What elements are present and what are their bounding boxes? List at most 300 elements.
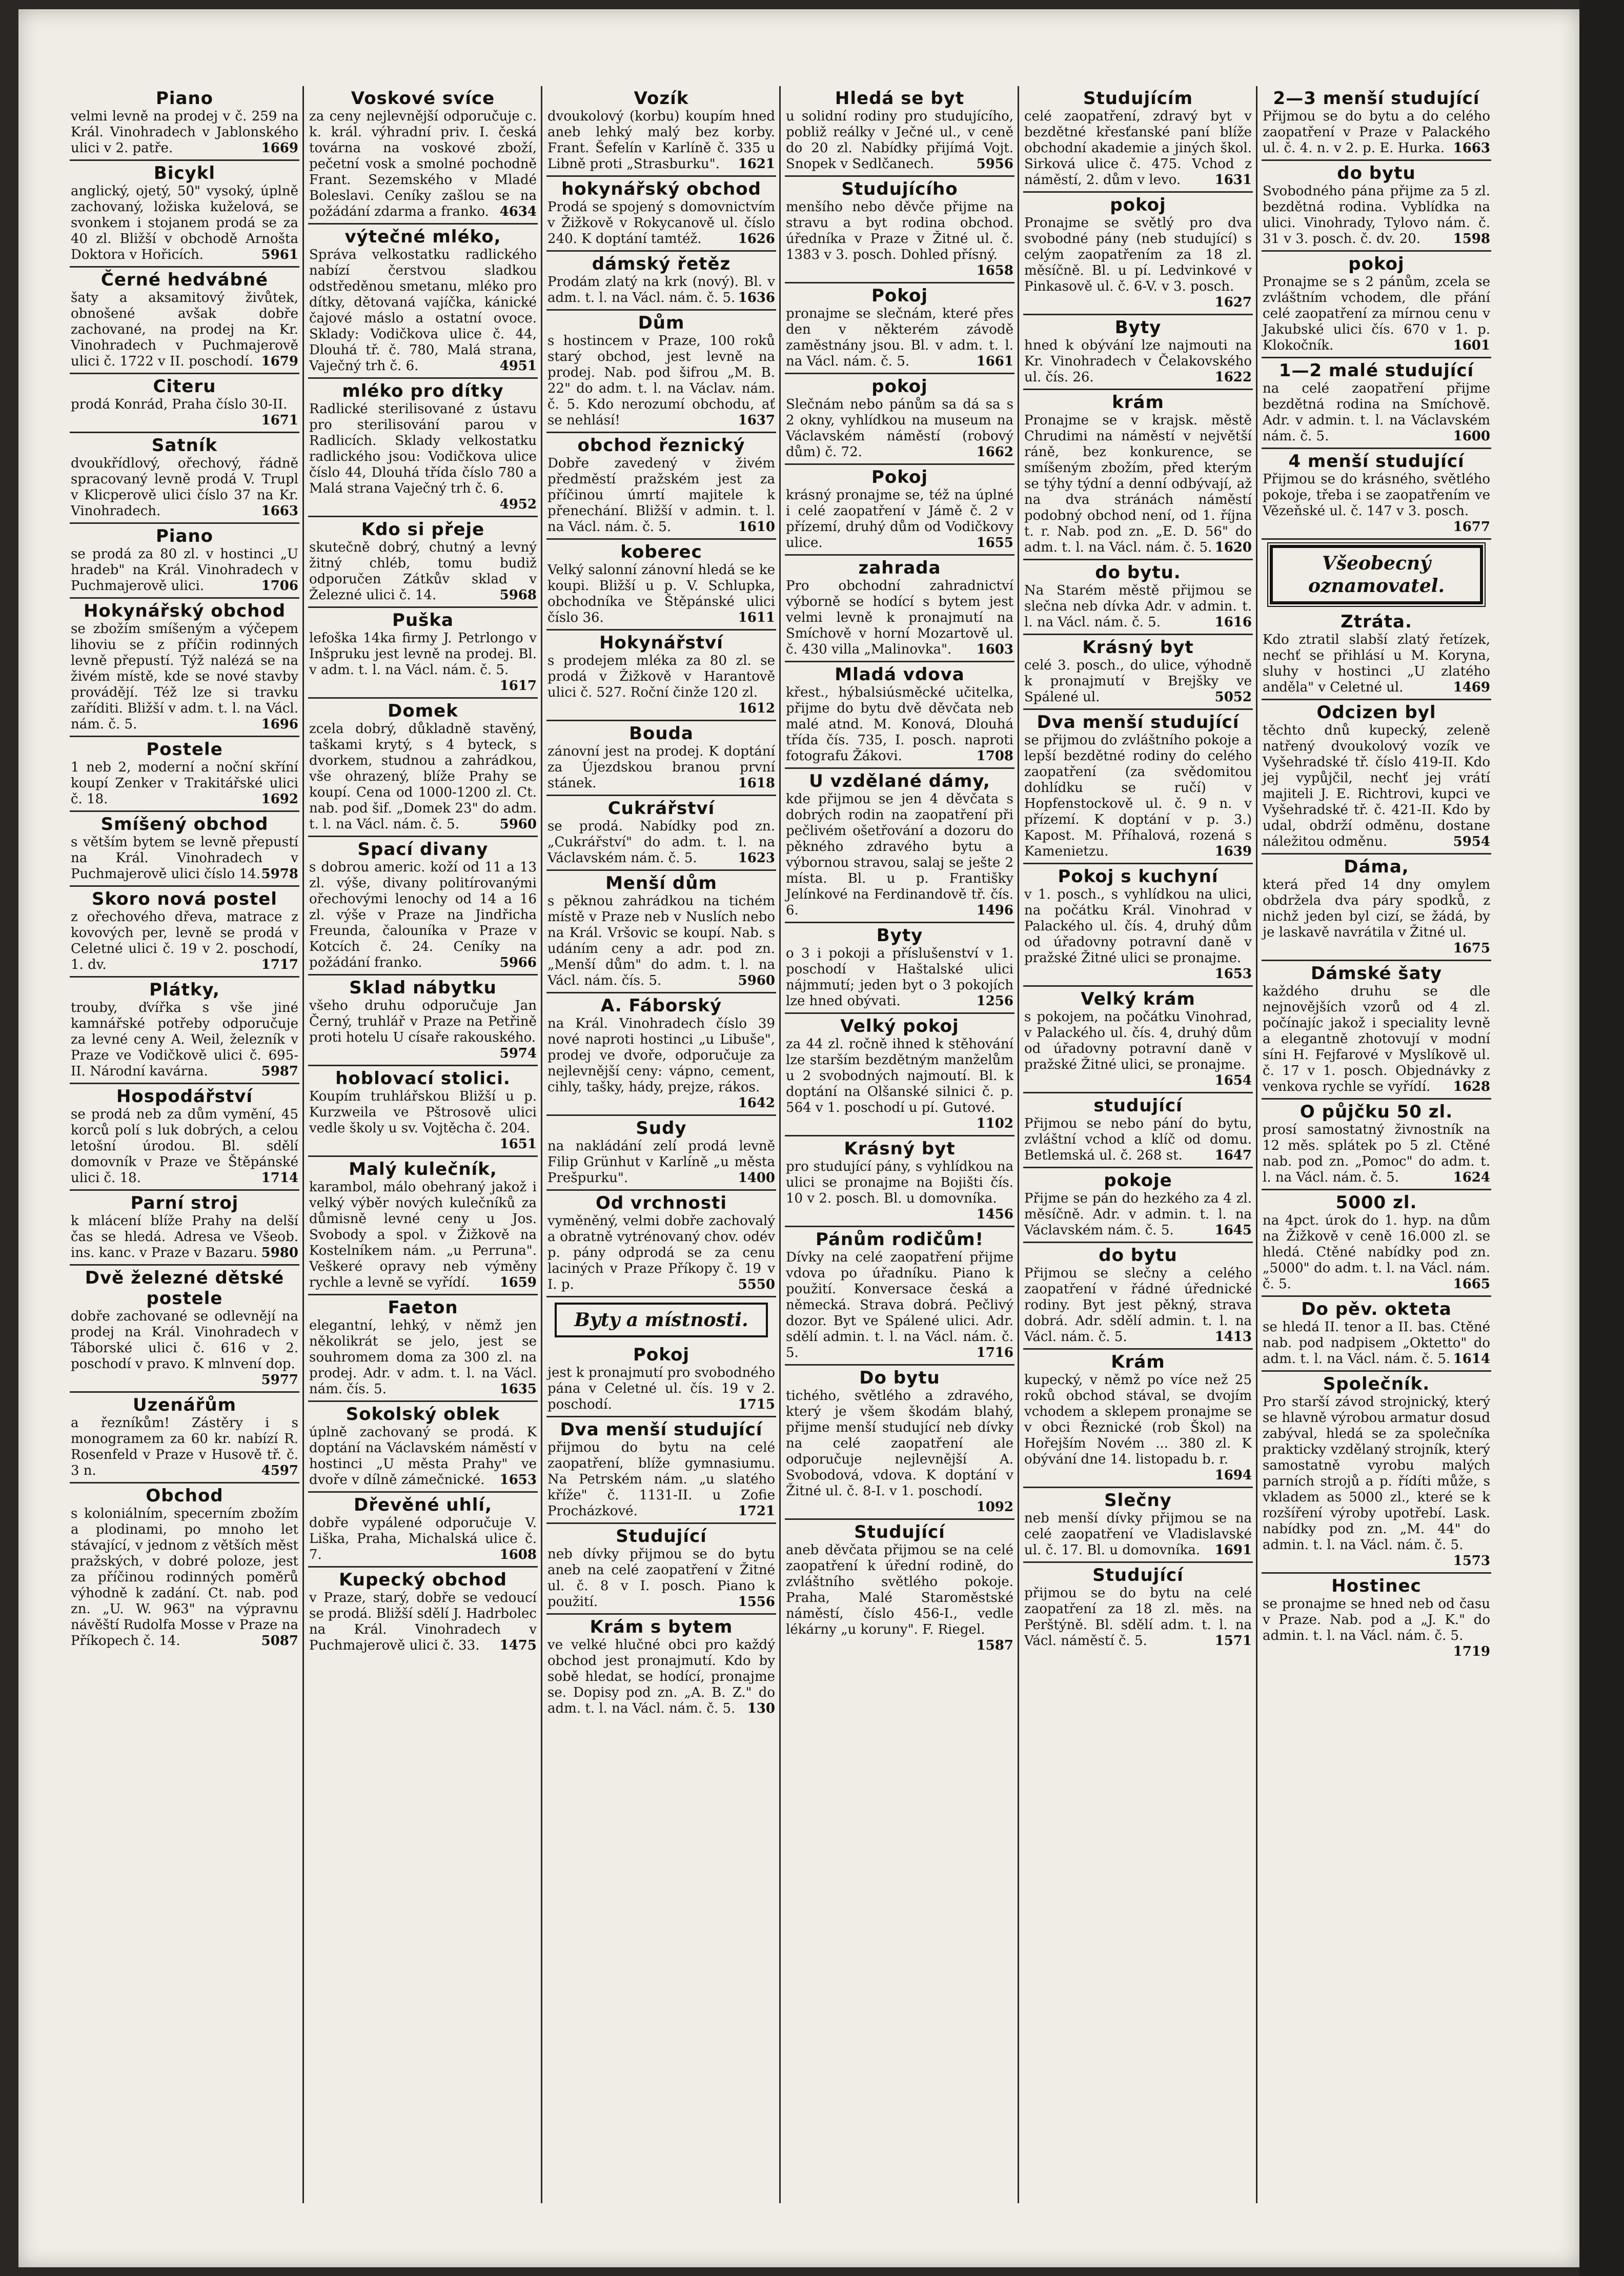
classified-ad bbox=[1262, 855, 1491, 961]
classified-ad bbox=[546, 796, 776, 871]
ad-number: 1621 bbox=[738, 156, 775, 172]
ad-number: 1623 bbox=[738, 850, 775, 866]
ad-heading: 1—2 malé studující bbox=[1278, 360, 1474, 381]
ad-text: Pro starší závod strojnický, který se hlavně výrobou armatur dosud zabýval, hledá se za společníka prakticky vzdělaný strojník, který samostatně vyrobu malých parních strojů a p. řídíti může, s vkladem as 5000 zl., které se k rozšíření výroby upotřebí. Lask. nabídky pod zn. „M. 44" do admin. t. l. na Václ. nám. č. 5. bbox=[1263, 1394, 1490, 1553]
ad-number: 1642 bbox=[738, 1095, 775, 1111]
ad-text: úplně zachovaný se prodá. K doptání na Václavském náměstí v hostinci „U města Prahy" ve dvoře v dílně zámečnické. bbox=[309, 1425, 537, 1488]
ad-number: 1600 bbox=[1453, 429, 1490, 444]
classified-ad bbox=[1262, 609, 1491, 700]
ad-heading: Dřevěné uhlí, bbox=[353, 1495, 492, 1515]
ad-number: 4951 bbox=[499, 358, 537, 374]
ad-heading: Byty bbox=[876, 925, 923, 946]
ad-number: 1620 bbox=[1214, 540, 1252, 555]
classified-ad bbox=[785, 662, 1014, 769]
classified-ad bbox=[785, 465, 1014, 556]
classified-ad bbox=[1023, 635, 1253, 710]
classified-ad bbox=[70, 1191, 299, 1266]
ad-heading: Piano bbox=[155, 526, 214, 546]
ad-number: 1611 bbox=[738, 610, 775, 625]
classified-ad bbox=[70, 433, 299, 524]
ad-text: na 4pct. úrok do 1. hyp. na dům na Žižkově v ceně 16.000 zl. se hledá. Ctěné nabídky pod zn. „5000" do adm. t. l. na Václ. nám. č. 5. bbox=[1263, 1213, 1490, 1292]
classified-ad bbox=[785, 1136, 1014, 1227]
ad-heading: 4 menší studující bbox=[1288, 451, 1465, 472]
ad-heading: Domek bbox=[388, 701, 458, 721]
ad-number: 1618 bbox=[738, 776, 775, 791]
ad-heading: Pokoj bbox=[633, 1345, 689, 1365]
ad-text: hned k obývání lze najmouti na Kr. Vinohradech v Čelakovského ul. čís. 26. bbox=[1024, 338, 1252, 385]
ad-heading: do bytu bbox=[1099, 1245, 1178, 1266]
ad-text: anglický, ojetý, 50" vysoký, úplně zachovaný, ložiska kuželová, se svonkem i stojanem prodá se za 40 zl. Bližší v obchodě Arnošta Doktora v Hořicích. bbox=[71, 184, 298, 262]
ad-text: která před 14 dny omylem obdržela dva páry spodků, z nichž jeden byl cizí, se žádá, by je laskavě navrátila v Žitné ul. bbox=[1263, 877, 1490, 940]
ad-heading: do bytu bbox=[1337, 163, 1416, 184]
classified-ad bbox=[1023, 1350, 1253, 1488]
ad-heading: Do pěv. okteta bbox=[1301, 1299, 1452, 1319]
classified-ad bbox=[1262, 86, 1491, 161]
classified-ad bbox=[308, 1402, 538, 1493]
ad-heading: Uzenářům bbox=[132, 1395, 236, 1415]
ad-text: Přijmou se do krásného, světlého pokoje, třeba i se zaopatřením ve Vězeňské ul. č. 147 v 3. posch. bbox=[1263, 472, 1490, 519]
ad-text: prodá Konrád, Praha číslo 30-II. bbox=[71, 397, 288, 412]
ad-number: 1677 bbox=[1453, 519, 1490, 535]
ad-heading: Hledá se byt bbox=[835, 88, 965, 109]
ad-heading: Dům bbox=[638, 313, 685, 333]
ad-heading: Dvě železné dětské postele bbox=[85, 1268, 285, 1309]
ad-heading: 5000 zl. bbox=[1335, 1192, 1417, 1213]
ad-number: 4597 bbox=[261, 1463, 298, 1478]
ad-text: karambol, málo obehraný jakož i velký výběr nových kulečníků za důmisně levné ceny u Jos. Svobody a spol. v Žižkově na Kostelníkem nám. „u Perruna". Veškeré opravy neb výměny rychle a levně se vyřídí. bbox=[309, 1180, 537, 1290]
ad-number: 1256 bbox=[976, 993, 1013, 1009]
ad-text: skutečně dobrý, chutný a levný žitný chléb, tomu budiž odporučen Zátkův sklad v Železné ulici č. 14. bbox=[309, 540, 537, 603]
ad-heading: hokynářský obchod bbox=[561, 179, 761, 199]
ad-heading: Kdo si přeje bbox=[361, 519, 485, 540]
ad-text: Slečnám nebo pánům sa dá sa s 2 okny, vyhlídkou na museum na Václavském náměstí (robový dům) č. 72. bbox=[786, 397, 1013, 460]
ad-number: 1675 bbox=[1453, 941, 1490, 956]
ad-heading: Sokolský oblek bbox=[346, 1404, 500, 1425]
classified-ad bbox=[70, 374, 299, 433]
ad-text: dobře zachované se odlevnějí na prodej na Král. Vinohradech v Táborské ulici č. 616 v 2. poschodí v pravo. K mlnvení dop. bbox=[71, 1309, 298, 1372]
ad-text: z ořechového dřeva, matrace z kovových per, levně se prodá v Celetné ulici č. 19 v 2. poschodí, 1. dv. bbox=[71, 909, 298, 972]
ad-text: elegantní, lehký, v němž jen několikrát se jelo, jest se souhromem doma za 300 zl. na prodej. Adr. v adm. t. l. na Václ. nám. čís. 5. bbox=[309, 1318, 537, 1397]
ad-heading: pokoje bbox=[1104, 1170, 1172, 1191]
ad-heading: Do bytu bbox=[859, 1368, 940, 1388]
ad-text: Pro obchodní zahradnictví výborně se hodící s bytem jest velmi levně k pronajmutí na Smíchově v horní Mozartově ul. č. 430 villa „Malinovka". bbox=[786, 578, 1013, 657]
ad-number: 1612 bbox=[738, 701, 775, 716]
ad-text: se hledá II. tenor a II. bas. Ctěné nab. pod nadpisem „Oktetto" do adm. t. l. na Václ. nám. č. 5. bbox=[1263, 1319, 1490, 1367]
ad-column-1 bbox=[70, 86, 304, 2203]
ad-heading: Cukrářství bbox=[607, 798, 715, 819]
classified-ad bbox=[70, 1484, 299, 1652]
ad-heading: Velký pokoj bbox=[840, 1016, 959, 1037]
ad-text: Dívky na celé zaopatření přijme vdova po úřadníku. Piano k použití. Konversace česká a německá. Strava dobrá. Pečlivý dozor. Byt ve Spálené ulici. Adr. sdělí admin. t. l. na Václ. nám. č. 5. bbox=[786, 1250, 1013, 1360]
ad-heading: Studujícím bbox=[1083, 88, 1193, 109]
ad-heading: Krám bbox=[1111, 1352, 1165, 1372]
ad-number: 1653 bbox=[499, 1472, 537, 1488]
classified-ad bbox=[308, 1157, 538, 1295]
ad-text: Kdo ztratil slabší zlatý řetízek, nechť se přihlásí u M. Koryna, sluhy v hostinci „U zlatého anděla" v Celetné ul. bbox=[1263, 632, 1490, 695]
ad-heading: Malý kulečník, bbox=[349, 1159, 497, 1180]
ad-heading: Kupecký obchod bbox=[339, 1570, 507, 1590]
ad-text: křest., hýbalsiúsměcké učitelka, přijme do bytu dvě děvčata neb malé atnd. M. Konová, Dlouhá třída čís. 735, I. posch. naproti fotografu Žákovi. bbox=[786, 685, 1013, 764]
ad-text: a řezníkům! Zástěry i s monogramem za 60 kr. nabízí R. Rosenfeld v Praze v Husově tř. č. 3 n. bbox=[71, 1415, 298, 1478]
ad-text: Přijmou se do bytu a do celého zaopatření v Praze v Palackého ul. č. 4. n. v 2. p. E. Hurka. bbox=[1263, 109, 1490, 156]
ad-number: 5968 bbox=[499, 587, 537, 603]
classified-ad bbox=[70, 1266, 299, 1393]
classified-ad bbox=[546, 1417, 776, 1524]
ad-heading: Hospodářství bbox=[116, 1086, 253, 1107]
ad-heading: Velký krám bbox=[1081, 989, 1195, 1009]
ad-number: 1671 bbox=[261, 413, 298, 428]
ad-number: 5052 bbox=[1214, 689, 1252, 705]
ad-text: jest k pronajmutí pro svobodného pána v Celetné ul. čís. 19 v 2. poschodí. bbox=[547, 1365, 775, 1412]
ad-text: Na Starém městě přijmou se slečna neb dívka Adr. v admin. t. l. na Václ. nám. č. 5. bbox=[1024, 583, 1252, 630]
classified-ad bbox=[308, 1066, 538, 1157]
ad-text: za 44 zl. ročně ihned k stěhování lze starším bezdětným manželům u 2 svobodných najmoutí. Bl. k doptání na Olšanské silnici č. p. 564 v 1. poschodí u pí. Gutové. bbox=[786, 1037, 1013, 1115]
ad-heading: Hokynářský obchod bbox=[83, 601, 286, 621]
ad-text: o 3 i pokoji a příslušenství v 1. poschodí v Haštalské ulici nájmmutí; jeden byt o 3 pokojích lze hned obývati. bbox=[786, 946, 1013, 1009]
classified-ad bbox=[1262, 1297, 1491, 1372]
ad-text: na Král. Vinohradech číslo 39 nové naproti hostinci „u Libuše", prodej ve dvoře, odporučuje za nejlevnější ceny: vápno, cement, cihly, tašky, hády, prejze, rákos. bbox=[547, 1016, 775, 1095]
ad-text: Prodám zlatý na krk (nový). Bl. v adm. t. l. na Václ. nám. č. 5. bbox=[547, 274, 775, 306]
page-edge-shadow bbox=[1579, 0, 1624, 2276]
ad-text: Pronajme se s 2 pánům, zcela se zvláštním vchodem, dle přání celé zaopatření za mírnou cenu v Jakubské ulici čís. 670 v 1. p. Klokočník. bbox=[1263, 274, 1490, 353]
ad-heading: zahrada bbox=[858, 558, 941, 578]
classified-ad bbox=[546, 252, 776, 311]
ad-number: 1706 bbox=[261, 578, 298, 594]
classified-ad bbox=[1262, 1574, 1491, 1663]
ad-number: 1654 bbox=[1214, 1073, 1252, 1088]
ad-text: přijmou se do bytu na celé zaopatření za 18 zl. měs. na Perštýně. Bl. sdělí adm. t. l. na Václ. náměstí č. 5. bbox=[1024, 1586, 1252, 1649]
ad-column-4 bbox=[785, 86, 1019, 2203]
ad-number: 1651 bbox=[499, 1136, 537, 1152]
ad-number: 1719 bbox=[1453, 1644, 1490, 1659]
ad-column-6 bbox=[1262, 86, 1494, 2203]
ad-text: na nakládání zelí prodá levně Filip Grünhut v Karlíně „u města Prešpurku". bbox=[547, 1139, 775, 1186]
classified-ad bbox=[546, 1116, 776, 1191]
ad-text: se prodá neb za dům vymění, 45 korců polí s luk dobrých, a celou letošní úrodou. Bl. sdělí domovník v Praze ve Štěpánské ulici č. 18. bbox=[71, 1107, 298, 1186]
ad-number: 1603 bbox=[976, 642, 1013, 657]
classified-ad bbox=[1023, 1488, 1253, 1563]
classified-ad bbox=[70, 1084, 299, 1191]
classified-ad bbox=[1262, 1100, 1491, 1190]
ad-heading: Smíšený obchod bbox=[100, 814, 269, 835]
ad-text: dobře vypálené odporučuje V. Liška, Praha, Michalská ulice č. 7. bbox=[309, 1515, 537, 1562]
classified-ad bbox=[785, 283, 1014, 374]
section-heading-box: Všeobecný oznamovatel. bbox=[1270, 545, 1483, 604]
ad-number: 1692 bbox=[261, 791, 298, 807]
newspaper-page bbox=[18, 9, 1579, 2267]
ad-heading: studující bbox=[1093, 1095, 1183, 1116]
classified-ad bbox=[785, 1520, 1014, 1657]
ad-number: 1691 bbox=[1214, 1542, 1252, 1558]
ad-number: 1717 bbox=[261, 957, 298, 972]
ad-heading: Skoro nová postel bbox=[92, 889, 277, 909]
ad-text: menšího nebo děvče přijme na stravu a byt rodina obchod. úředníka v Praze v Žitné ul. č. 1383 v 3. posch. Dohled přísný. bbox=[786, 199, 1013, 262]
classified-ad bbox=[1262, 449, 1491, 540]
ad-number: 1573 bbox=[1453, 1553, 1490, 1569]
ad-number: 1721 bbox=[738, 1503, 775, 1519]
ad-heading: Pokoj s kuchyní bbox=[1058, 866, 1219, 887]
classified-ad bbox=[785, 86, 1014, 177]
classified-ad bbox=[1023, 710, 1253, 864]
ad-number: 1617 bbox=[499, 678, 537, 694]
classified-ad bbox=[1023, 1563, 1253, 1652]
ad-number: 1556 bbox=[738, 1594, 775, 1610]
ad-number: 1655 bbox=[976, 535, 1013, 551]
classified-ad bbox=[70, 978, 299, 1084]
ad-number: 1715 bbox=[738, 1397, 775, 1412]
ad-text: lefoška 14ka firmy J. Petrlongo v Inšpruku jest levně na prodej. Bl. v adm. t. l. na Václ. nám. č. 5. bbox=[309, 631, 537, 678]
ad-number: 5961 bbox=[261, 247, 298, 262]
classified-ad bbox=[546, 311, 776, 433]
classified-ad bbox=[308, 225, 538, 379]
ad-number: 1102 bbox=[976, 1116, 1013, 1131]
ad-text: šaty a aksamitový živůtek, obnošené avšak dobře zachované, na prodej na Kr. Vinohradech v Puchmajerově ulici č. 1722 v II. poschodí. bbox=[71, 290, 298, 369]
ad-text: pro studující pány, s vyhlídkou na ulici se pronajme na Bojišti čís. 10 v 2. posch. Bl. u domovníka. bbox=[786, 1159, 1013, 1206]
ad-heading: Puška bbox=[392, 610, 454, 631]
classified-ad bbox=[1023, 390, 1253, 560]
ad-text: aneb děvčata přijmou se na celé zaopatření k úřední rodině, do zvláštního světlého pokoje. Praha, Malé Staroměstské náměstí, číslo 456-I., vedle lékárny „u koruny". F. Riegel. bbox=[786, 1542, 1013, 1637]
ad-text: pronajme se slečnám, které přes den v některém závodě zaměstnány jsou. Bl. v adm. t. l. na Václ. nám. č. 5. bbox=[786, 306, 1013, 369]
ad-number: 1639 bbox=[1214, 844, 1252, 859]
ad-heading: U vzdělané dámy, bbox=[809, 771, 990, 791]
ad-heading: Ztráta. bbox=[1341, 612, 1412, 632]
ad-text: k mlácení blíže Prahy na delší čas se hledá. Adresa ve Všeob. ins. kanc. v Praze v Bazaru. bbox=[71, 1213, 298, 1261]
ad-number: 1647 bbox=[1214, 1148, 1252, 1163]
classified-ad bbox=[785, 769, 1014, 923]
ad-text: Přijme se pán do hezkého za 4 zl. měsíčně. Adr. v admin. t. l. na Václavském nám. č. 5. bbox=[1024, 1191, 1252, 1238]
ad-heading: Menší dům bbox=[605, 873, 717, 893]
ad-number: 1662 bbox=[976, 444, 1013, 460]
ad-heading: Vozík bbox=[634, 88, 689, 109]
classified-ad bbox=[1023, 1093, 1253, 1168]
ad-number: 1628 bbox=[1453, 1079, 1490, 1094]
ad-heading: 2—3 menší studující bbox=[1273, 88, 1480, 109]
classified-ad bbox=[308, 379, 538, 517]
classified-ad bbox=[785, 1227, 1014, 1366]
ad-heading: Pokoj bbox=[871, 286, 928, 306]
classified-ad bbox=[785, 923, 1014, 1014]
ad-text: se pronajme se hned neb od času v Praze. Nab. pod a „J. K." do admin. t. l. na Václ. nám. č. 5. bbox=[1263, 1596, 1490, 1643]
ad-heading: Černé hedvábné bbox=[100, 270, 269, 290]
classified-ad bbox=[785, 374, 1014, 465]
ad-column-2 bbox=[308, 86, 542, 2203]
ad-heading: Citeru bbox=[153, 376, 216, 397]
ad-text: krásný pronajme se, též na úplné i celé zaopatření v Jámě č. 2 v přízemí, druhý dům od Vodičkovy ulice. bbox=[786, 487, 1013, 551]
ad-text: kde přijmou se jen 4 děvčata s dobrých rodin na zaopatření při pečlivém ošetřování a dozoru do pěkného zdravého bytu a výbornou stravou, salaj se ješte 2 místa. Bl. u p. Františky Jelínkové na Ferdinandově tř. čís. 6. bbox=[786, 791, 1013, 918]
ad-text: Pronajme se v krajsk. městě Chrudimi na náměstí v největší ráně, bez konkurence, se smíšeným zbožím, před kterým se týhy týdní a denní odbývají, až na dva stránách náměstí podobný obchod není, od 1. října t. r. Nab. pod zn. „E. D. 56" do adm. t. l. na Václ. nám. č. 5. bbox=[1024, 413, 1252, 555]
classified-ad bbox=[1023, 193, 1253, 315]
classified-ad bbox=[1023, 315, 1253, 390]
ad-heading: Krásný byt bbox=[844, 1139, 956, 1159]
classified-ad bbox=[70, 86, 299, 161]
ad-number: 1679 bbox=[261, 354, 298, 369]
ad-number: 5954 bbox=[1453, 834, 1490, 849]
ad-heading: pokoj bbox=[1110, 195, 1166, 215]
ad-heading: Sudy bbox=[636, 1118, 687, 1139]
ad-heading: O půjčku 50 zl. bbox=[1300, 1102, 1453, 1122]
ad-column-3 bbox=[546, 86, 781, 2203]
ad-text: ve velké hlučné obci pro každý obchod jest pronajmutí. Kdo by sobě hledat, se hodící, pronajme se. Dopisy pod zn. „A. B. Z." do adm. t. l. na Václ. nám. č. 5. bbox=[547, 1637, 775, 1716]
ad-number: 1469 bbox=[1453, 680, 1490, 695]
ad-text: Prodá se spojený s domovnictvím v Žižkově v Rokycanově ul. číslo 240. K doptání tamtéž. bbox=[547, 199, 775, 247]
ad-text: vyměněný, velmi dobře zachovalý a obratně vytrénovaný chov. odév p. pány odprodá se za cenu laciných v Praze Příkopy č. 19 v I. p. bbox=[547, 1213, 775, 1292]
ad-heading: Satník bbox=[151, 435, 218, 456]
ad-heading: Krásný byt bbox=[1082, 637, 1194, 658]
ad-text: neb dívky přijmou se do bytu aneb na celé zaopatření v Žitné ul. č. 8 v I. posch. Piano k použití. bbox=[547, 1547, 775, 1610]
ad-number: 1658 bbox=[976, 263, 1013, 278]
ad-number: 1665 bbox=[1453, 1276, 1490, 1292]
ad-heading: Bicykl bbox=[153, 163, 216, 184]
ad-text: s větším bytem se levně přepustí na Král. Vinohradech v Puchmajerově ulici číslo 14. bbox=[71, 835, 298, 882]
ad-number: 4952 bbox=[499, 497, 537, 512]
ad-number: 5977 bbox=[261, 1372, 298, 1388]
ad-heading: pokoj bbox=[871, 376, 928, 397]
ad-text: přijmou do bytu na celé zaopatření, blíže gymnasiumu. Na Petrském nám. „u slatého kříže" č. 1131-II. u Zofie Procházkové. bbox=[547, 1440, 775, 1519]
ad-text: celé 3. posch., do ulice, výhodně k pronajmutí v Brejšky ve Spálené ul. bbox=[1024, 658, 1252, 705]
ad-number: 5966 bbox=[499, 955, 537, 970]
ad-heading: Spací divany bbox=[357, 839, 489, 860]
ad-number: 1627 bbox=[1214, 295, 1252, 310]
ad-heading: Studující bbox=[616, 1526, 707, 1547]
ad-heading: Studující bbox=[1092, 1565, 1184, 1586]
ad-text: Koupím truhlářskou Bližší u p. Kurzweila ve Pštrosově ulici vedle školy u sv. Vojtěcha č. 204. bbox=[309, 1089, 537, 1136]
classified-ad bbox=[70, 737, 299, 812]
ad-heading: Bouda bbox=[629, 723, 694, 744]
classified-ad bbox=[546, 871, 776, 993]
ad-number: 5974 bbox=[499, 1046, 537, 1061]
ad-text: s dobrou americ. koží od 11 a 13 zl. výše, divany politírovanými ořechovými lenochy od 14 a 16 zl. výše v Praze na Jindřicha Freunda, čalouníka v Praze v Kotcích č. 24. Ceníky na požádání franko. bbox=[309, 860, 537, 970]
ad-text: každého druhu se dle nejnovějších vzorů od 4 zl. počínajíc jakož i speciality levně a elegantně zhotovují v modní síni H. Fejfarové v Myslíkově ul. č. 17 v 1. posch. Objednávky z venkova rychle se vyřídí. bbox=[1263, 984, 1490, 1094]
classified-ad bbox=[1262, 1372, 1491, 1574]
ad-number: 1496 bbox=[976, 903, 1013, 918]
ad-heading: hoblovací stolici. bbox=[335, 1068, 511, 1089]
ad-number: 1626 bbox=[738, 231, 775, 247]
ad-text: všeho druhu odporučuje Jan Černý, truhlář v Praze na Petřině proti hotelu U císaře rakouského. bbox=[309, 998, 537, 1045]
classified-ad bbox=[308, 517, 538, 608]
ad-text: 1 neb 2, moderní a noční skříní koupí Zenker v Trakitářské ulici č. 18. bbox=[71, 760, 298, 807]
classified-ad bbox=[308, 699, 538, 837]
ad-number: 1663 bbox=[1453, 140, 1490, 156]
classified-ad bbox=[785, 1014, 1014, 1136]
section-heading-box: Byty a místnosti. bbox=[555, 1303, 768, 1337]
classified-ad bbox=[308, 608, 538, 699]
ad-number: 5978 bbox=[261, 866, 298, 882]
classified-ad bbox=[546, 86, 776, 177]
ad-heading: koberec bbox=[620, 542, 702, 562]
classified-ad bbox=[70, 1393, 299, 1484]
ad-number: 1571 bbox=[1214, 1633, 1252, 1649]
ad-text: se prodá za 80 zl. v hostinci „U hradeb" na Král. Vinohradech v Puchmajerově ulici. bbox=[71, 546, 298, 594]
classified-ad bbox=[546, 721, 776, 796]
classified-ad bbox=[1023, 987, 1253, 1093]
ad-text: Správa velkostatku radlického nabízí čerstvou sladkou odstředěnou smetanu, mléko pro dítky, dětovaná vajíčka, kánické čajové máslo a ostatní ovoce. Sklady: Vodičkova ulice č. 44, Dlouhá tř. č. 780, Malá strana, Vaječný trh č. 6. bbox=[309, 247, 537, 374]
classified-ad bbox=[1023, 864, 1253, 987]
ad-heading: A. Fáborský bbox=[600, 995, 722, 1016]
ad-text: těchto dnů kupecký, zeleně natřený dvoukolový vozík ve Vyšehradské tř. číslo 419-II. Kdo jej vypůjčil, nechť jej vrátí majiteli J. E. Richtrovi, kupci ve Vyšehradské tř. č. 421-II. Kdo by udal, obdrží odměnu, dostane náležitou odměnu. bbox=[1263, 723, 1490, 849]
ad-text: v 1. posch., s vyhlídkou na ulici, na počátku Král. Vinohrad v Palackého ul. čís. 4, druhý dům od úřadovny potravní daně v pražské Žitné ulici se pronajme. bbox=[1024, 887, 1252, 966]
ad-text: s pěknou zahrádkou na tichém místě v Praze neb v Nuslích nebo na Král. Vršovic se koupí. Nab. s udáním ceny a adr. pod zn. „Menší dům" do adm. t. l. na Václ. nám. čís. 5. bbox=[547, 893, 775, 988]
ad-number: 5956 bbox=[976, 156, 1013, 172]
ad-heading: Odcizen byl bbox=[1316, 702, 1436, 723]
ad-heading: Plátky, bbox=[149, 980, 220, 1000]
ad-text: Dobře zavedený v živém předměstí pražském jest za příčinou úmrtí majitele k přenechání. Bližší v admin. t. l. na Václ. nám. č. 5. bbox=[547, 456, 775, 535]
ad-heading: Piano bbox=[155, 88, 214, 109]
classified-ad bbox=[70, 812, 299, 887]
ad-number: 5980 bbox=[261, 1245, 298, 1261]
ad-heading: Studující bbox=[854, 1522, 945, 1542]
ad-number: 1708 bbox=[976, 748, 1013, 764]
classified-ad bbox=[1262, 1190, 1491, 1297]
classified-ad bbox=[546, 1191, 776, 1297]
classified-ad bbox=[70, 268, 299, 374]
ad-number: 5987 bbox=[261, 1064, 298, 1079]
ad-number: 1622 bbox=[1214, 370, 1252, 385]
ad-text: dvoukolový (korbu) koupím hned aneb lehký malý bez korby. Frant. Šefelín v Karlíně č. 335 u Libně proti „Strasburku". bbox=[547, 109, 775, 172]
classified-ad bbox=[70, 161, 299, 268]
ad-number: 1653 bbox=[1214, 966, 1252, 982]
ad-heading: Studujícího bbox=[841, 179, 958, 199]
classified-ad bbox=[1023, 86, 1253, 193]
ad-number: 1400 bbox=[738, 1170, 775, 1186]
classified-ad bbox=[546, 631, 776, 721]
ad-number: 1601 bbox=[1453, 338, 1490, 353]
classified-ad bbox=[1023, 1168, 1253, 1243]
ad-heading: Sklad nábytku bbox=[349, 978, 497, 998]
ad-text: Přijmou se nebo pání do bytu, zvláštní vchod a klíč od domu. Betlemská ul. č. 268 st. bbox=[1024, 1116, 1252, 1163]
ad-number: 1631 bbox=[1214, 172, 1252, 188]
ad-heading: Byty bbox=[1114, 317, 1162, 338]
classified-ad bbox=[308, 1493, 538, 1568]
ad-number: 1661 bbox=[976, 354, 1013, 369]
ad-text: celé zaopatření, zdravý byt v bezdětné křesťanské paní blíže obchodní akademie a jiných škol. Sirková ulice č. 475. Vchod z náměstí, 2. dům v levo. bbox=[1024, 109, 1252, 188]
ad-number: 4634 bbox=[499, 204, 537, 219]
ad-heading: Voskové svíce bbox=[351, 88, 495, 109]
ad-heading: Společník. bbox=[1323, 1374, 1430, 1394]
ad-text: Svobodného pána přijme za 5 zl. bezdětná rodina. Vyblídka na ulici. Vinohrady, Tylovo nám. č. 31 v 3. posch. č. dv. 20. bbox=[1263, 184, 1490, 247]
classified-ad bbox=[546, 1343, 776, 1417]
ad-heading: Pánům rodičům! bbox=[815, 1229, 984, 1250]
ad-heading: Slečny bbox=[1104, 1490, 1172, 1511]
ad-text: neb menší dívky přijmou se na celé zaopatření ve Vladislavské ul. č. 17. Bl. u domovníka. bbox=[1024, 1511, 1252, 1558]
ad-text: u solidní rodiny pro studujícího, pobliž reálky v Ječné ul., v ceně do 20 zl. Nabídky přijímá Vojt. Snopek v Sedlčanech. bbox=[786, 109, 1013, 172]
ad-number: 1669 bbox=[261, 140, 298, 156]
ad-text: prosí samostatný živnostník na 12 měs. splátek po 5 zl. Ctěné nab. pod zn. „Pomoc" do adm. t. l. na Václ. nám. č. 5. bbox=[1263, 1122, 1490, 1185]
ad-text: Pronajme se světlý pro dva svobodné pány (neb studující) s celým zaopatřením za 18 zl. měsíčně. Bl. u pí. Ledvinkové v Pinkasově ul. č. 6-V. v 3. posch. bbox=[1024, 215, 1252, 294]
ad-text: se prodá. Nabídky pod zn. „Cukrářství" do adm. t. l. na Václavském nám. č. 5. bbox=[547, 819, 775, 866]
ad-text: Radlické sterilisované z ústavu pro sterilisování parou v Radlicích. Sklady velkostatku radlického jsou: Vodičkova ulice číslo 44, Dlouhá třída číslo 780 a Malá strana Vaječný trh č. 6. bbox=[309, 401, 537, 496]
ad-text: trouby, ďvířka s vše jiné kamnářské potřeby odporučuje za levné ceny A. Weil, železník v Praze ve Vodičkově ulici č. 695-II. Národní kavárna. bbox=[71, 1000, 298, 1079]
ad-number: 1624 bbox=[1453, 1170, 1490, 1185]
ad-number: 1636 bbox=[738, 290, 775, 306]
ad-heading: Dva menší studující bbox=[560, 1419, 763, 1440]
ad-text: s hostincem v Praze, 100 roků starý obchod, jest levně na prodej. Nab. pod šifrou „M. B. 22" do adm. t. l. na Václav. nám. č. 5. Kdo nerozumí obchodu, ať se nehlásí! bbox=[547, 333, 775, 428]
ad-heading: Dáma, bbox=[1344, 857, 1409, 877]
classified-ad bbox=[1262, 358, 1491, 449]
ad-number: 1587 bbox=[976, 1638, 1013, 1653]
ad-heading: pokoj bbox=[1348, 254, 1405, 274]
classified-ad bbox=[70, 599, 299, 737]
ad-number: 1637 bbox=[738, 413, 775, 428]
classified-ad bbox=[785, 177, 1014, 283]
ad-text: Velký salonní zánovní hledá se ke koupi. Bližší u p. V. Schlupka, obchodníka ve Štěpánské ulici číslo 36. bbox=[547, 562, 775, 625]
ad-text: zcela dobrý, důkladně stavěný, taškami krytý, s 4 byteck, s dvorkem, studnou a zahrádkou, vše ohrazený, blíže Prahy se koupí. Cena od 1000-1200 zl. Ct. nab. pod šif. „Domek 23" do adm. t. l. na Václ. nám. č. 5. bbox=[309, 721, 537, 832]
ad-number: 5550 bbox=[738, 1277, 775, 1292]
ad-number: 1696 bbox=[261, 717, 298, 732]
ad-number: 1645 bbox=[1214, 1223, 1252, 1238]
classified-ad bbox=[1262, 161, 1491, 252]
ad-number: 1716 bbox=[976, 1345, 1013, 1360]
ad-text: s prodejem mléka za 80 zl. se prodá v Žižkově v Harantově ulici č. 527. Roční činže 120 zl. bbox=[547, 653, 775, 700]
